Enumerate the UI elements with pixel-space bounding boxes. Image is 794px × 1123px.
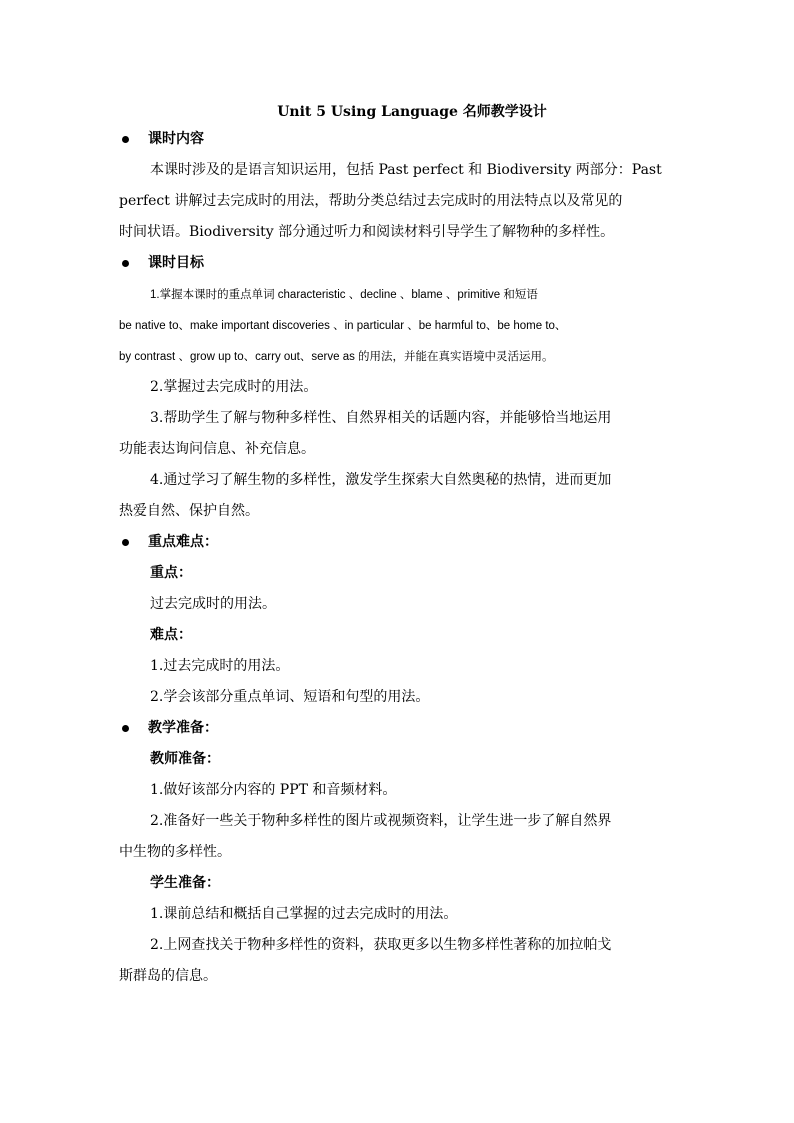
paragraph-line: 本课时涉及的是语言知识运用，包括 Past perfect 和 Biodiversity 两部分：Past [150, 162, 662, 178]
paragraph-line [119, 341, 675, 372]
paragraph-line: 1.过去完成时的用法。 [150, 658, 290, 674]
paragraph-line [119, 310, 675, 341]
bullet-icon [122, 260, 129, 267]
paragraph-line: 2.准备好一些关于物种多样性的图片或视频资料，让学生进一步了解自然界 [150, 813, 612, 829]
paragraph-line: 时间状语。Biodiversity 部分通过听力和阅读材料引导学生了解物种的多样性。 [119, 224, 615, 240]
section-heading-content [119, 124, 675, 155]
subheading-focus: 重点： [150, 565, 192, 581]
section-heading-text: 课时目标 [148, 255, 204, 271]
section-heading-text: 课时内容 [148, 131, 204, 147]
paragraph-line: 中生物的多样性。 [119, 844, 231, 860]
paragraph-line: 1.做好该部分内容的 PPT 和音频材料。 [150, 782, 397, 798]
section-heading-key-points [119, 527, 675, 558]
bullet-icon [122, 725, 129, 732]
bullet-icon [122, 136, 129, 143]
section-heading-text: 教学准备： [148, 720, 218, 736]
paragraph-line: 斯群岛的信息。 [119, 968, 217, 984]
objective-line-text: by contrast 、grow up to、carry out、serve as 的用法，并能在真实语境中灵活运用。 [119, 351, 554, 363]
subheading-teacher: 教师准备： [150, 751, 220, 767]
paragraph-line: 热爱自然、保护自然。 [119, 503, 259, 519]
subheading-difficulty: 难点： [150, 627, 192, 643]
paragraph-line: 功能表达询问信息、补充信息。 [119, 441, 315, 457]
paragraph-line: 2.学会该部分重点单词、短语和句型的用法。 [150, 689, 430, 705]
paragraph-line [119, 279, 675, 310]
paragraph-line: 2.上网查找关于物种多样性的资料，获取更多以生物多样性著称的加拉帕戈 [150, 937, 612, 953]
paragraph-line: 过去完成时的用法。 [150, 596, 276, 612]
section-heading-text: 重点难点： [148, 534, 218, 550]
section-heading-objectives [119, 248, 675, 279]
objective-line-text: be native to、make important discoveries 、in particular 、be harmful to、be home to、 [119, 320, 567, 332]
document-body [119, 100, 675, 992]
section-heading-preparation [119, 713, 675, 744]
paragraph-line: 3.帮助学生了解与物种多样性、自然界相关的话题内容，并能够恰当地运用 [150, 410, 612, 426]
paragraph-line: 2.掌握过去完成时的用法。 [150, 379, 318, 395]
document-title: Unit 5 Using Language 名师教学设计 [277, 104, 547, 120]
paragraph-line: 1.课前总结和概括自己掌握的过去完成时的用法。 [150, 906, 458, 922]
objective-line-text: 1.掌握本课时的重点单词 characteristic 、decline 、blame 、primitive 和短语 [150, 289, 538, 301]
subheading-student: 学生准备： [150, 875, 220, 891]
paragraph-line: perfect 讲解过去完成时的用法，帮助分类总结过去完成时的用法特点以及常见的 [119, 193, 623, 209]
bullet-icon [122, 539, 129, 546]
paragraph-line: 4.通过学习了解生物的多样性，激发学生探索大自然奥秘的热情，进而更加 [150, 472, 612, 488]
